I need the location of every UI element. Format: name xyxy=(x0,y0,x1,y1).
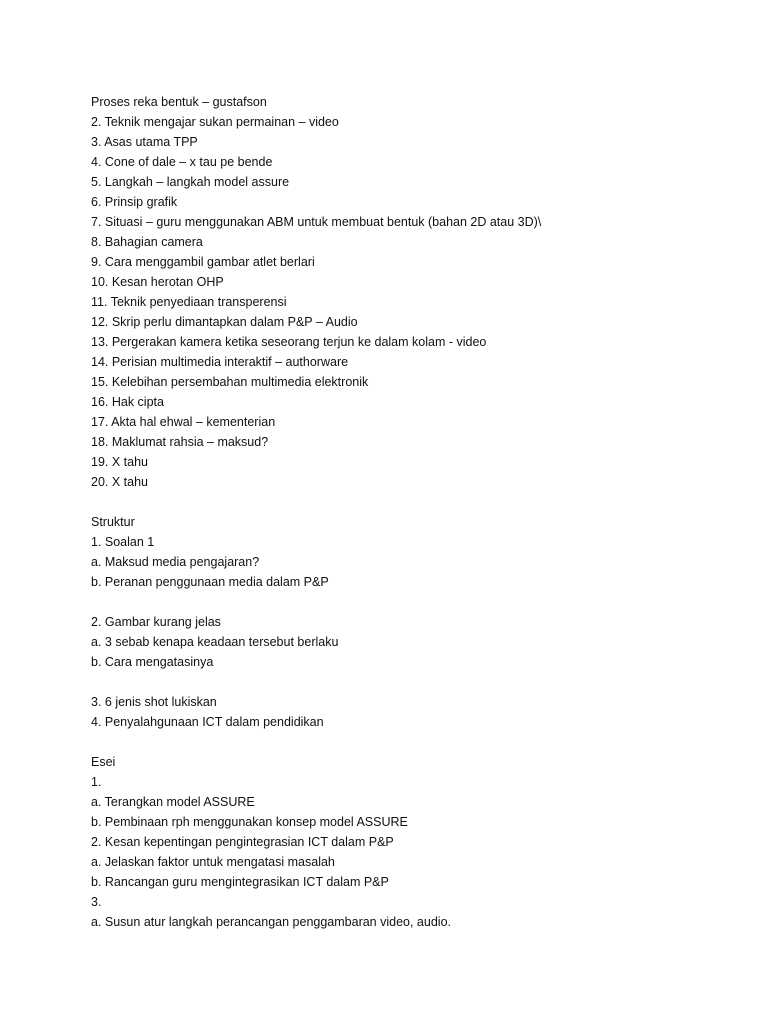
section-title-struktur: Struktur xyxy=(91,515,135,529)
list-item: 9. Cara menggambil gambar atlet berlari xyxy=(91,255,315,269)
list-item: b. Pembinaan rph menggunakan konsep model ASSURE xyxy=(91,815,408,829)
list-item: b. Peranan penggunaan media dalam P&P xyxy=(91,575,329,589)
list-item: 4. Cone of dale – x tau pe bende xyxy=(91,155,273,169)
list-item: 6. Prinsip grafik xyxy=(91,195,178,209)
list-item: a. 3 sebab kenapa keadaan tersebut berlaku xyxy=(91,635,339,649)
list-item: Proses reka bentuk – gustafson xyxy=(91,95,267,109)
list-item: 5. Langkah – langkah model assure xyxy=(91,175,290,189)
blank-line xyxy=(91,732,731,752)
document-body xyxy=(91,92,731,932)
list-item: a. Jelaskan faktor untuk mengatasi masalah xyxy=(91,855,335,869)
list-item: 3. Asas utama TPP xyxy=(91,135,198,149)
list-item: a. Maksud media pengajaran? xyxy=(91,555,260,569)
blank-line xyxy=(91,592,731,612)
blank-line xyxy=(91,492,731,512)
question-list-objective xyxy=(91,92,731,492)
list-item: 1. xyxy=(91,775,102,789)
list-item: 12. Skrip perlu dimantapkan dalam P&P – Audio xyxy=(91,315,358,329)
list-item: 15. Kelebihan persembahan multimedia elektronik xyxy=(91,375,369,389)
list-item: 4. Penyalahgunaan ICT dalam pendidikan xyxy=(91,715,324,729)
section-struktur xyxy=(91,512,731,732)
blank-line xyxy=(91,672,731,692)
section-title-esei: Esei xyxy=(91,755,116,769)
list-item: 1. Soalan 1 xyxy=(91,535,155,549)
list-item: 2. Kesan kepentingan pengintegrasian ICT dalam P&P xyxy=(91,835,394,849)
list-item: 14. Perisian multimedia interaktif – authorware xyxy=(91,355,349,369)
list-item: 2. Teknik mengajar sukan permainan – video xyxy=(91,115,339,129)
list-item: b. Cara mengatasinya xyxy=(91,655,214,669)
list-item: 11. Teknik penyediaan transperensi xyxy=(91,295,287,309)
list-item: 3. xyxy=(91,895,102,909)
list-item: 8. Bahagian camera xyxy=(91,235,203,249)
list-item: a. Susun atur langkah perancangan penggambaran video, audio. xyxy=(91,915,451,929)
list-item: b. Rancangan guru mengintegrasikan ICT dalam P&P xyxy=(91,875,389,889)
list-item: 2. Gambar kurang jelas xyxy=(91,615,221,629)
list-item: 3. 6 jenis shot lukiskan xyxy=(91,695,217,709)
section-esei xyxy=(91,752,731,932)
list-item: a. Terangkan model ASSURE xyxy=(91,795,255,809)
list-item: 20. X tahu xyxy=(91,475,148,489)
list-item: 17. Akta hal ehwal – kementerian xyxy=(91,415,276,429)
list-item: 13. Pergerakan kamera ketika seseorang terjun ke dalam kolam - video xyxy=(91,335,487,349)
list-item: 16. Hak cipta xyxy=(91,395,164,409)
list-item: 18. Maklumat rahsia – maksud? xyxy=(91,435,269,449)
list-item: 10. Kesan herotan OHP xyxy=(91,275,224,289)
list-item: 7. Situasi – guru menggunakan ABM untuk membuat bentuk (bahan 2D atau 3D)\ xyxy=(91,215,542,229)
list-item: 19. X tahu xyxy=(91,455,148,469)
